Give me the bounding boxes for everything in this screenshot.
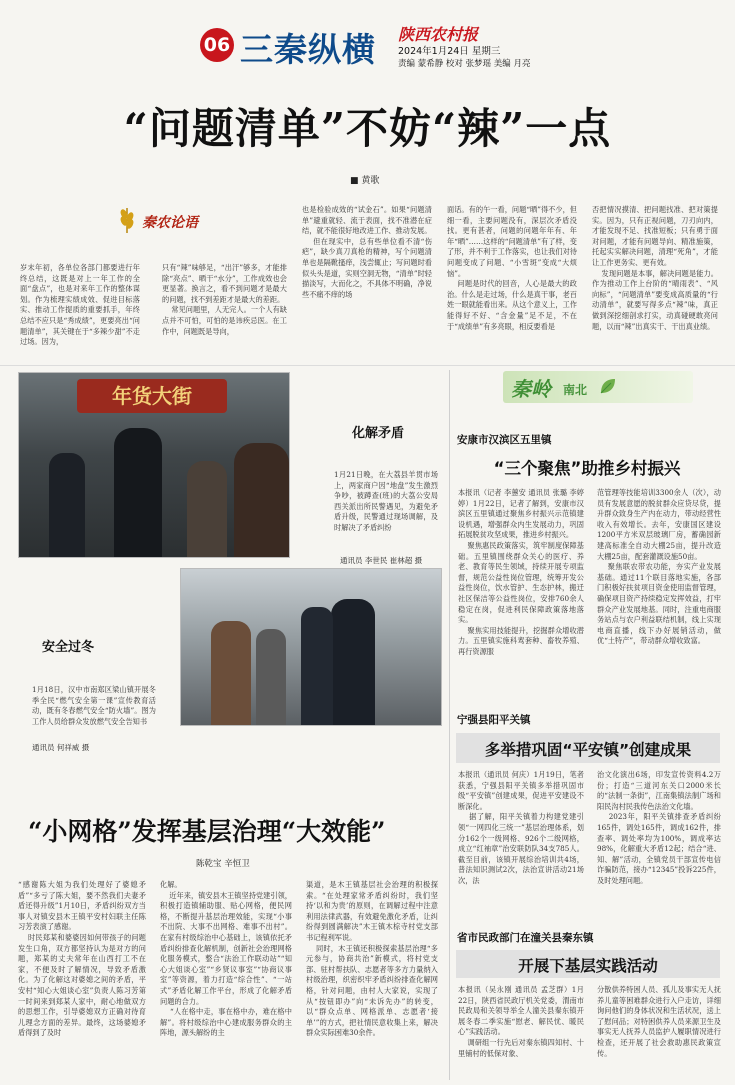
lead-column: 岁末年初，各单位各部门都要进行年终总结，这既是对上一年工作的全面“盘点”，也是对来年工作的整体谋划。作为梳理实绩成效、促进目标落实、推动工作提质的重要抓手，年终总结不应只是“秀成绩”，更要亮出“问题清单”，其关键在于“多辣少甜”不走过场。因为， [20, 263, 140, 347]
lead-column: 否把情况摸清、把问题找准、把对策提实。因为，只有正视问题，刀刃向内，才能发现不足、找准短板；只有勇于面对问题，才能有问题导向、精准施策，托起实实解决问题，清理“死角”，才能让工作更务实、更有效。 发现问题是本事，解决问题是能力。作为推动工作上台阶的“晴雨表”、“风向标”，“问题清单”要变成高质量的“行动清单”，就要写得多点“辣”味，真正做到深挖细剖求打实，动真碰硬敢亮问题，以而“辣”出真实干、干出真业绩。 [592, 205, 718, 331]
article3-kicker: 省市民政部门在潼关县秦东镇 [457, 932, 594, 944]
story2-column: 化解。 近年来，镇安县木王镇坚持党建引领，积极打造镇辅助服、贴心网格，便民网格，不断提升基层治理效能，实现“小事不出院、大事不出网格、难事不出村”。在家有村级综治中心基础上，该镇依托矛盾纠纷排查化解机制，创新社会治理网格化服务模式，整合“法治工作联动站”“知心大姐谈心室”“乡贤议事室”“协商议事室”等资源，着力打造“综合性”、“一站式”矛盾化解工作平台，形成了化解矛盾问题的合力。 “人在格中走，事在格中办，难在格中解”。将村级综治中心建成服务群众的主阵地，源头解纷的主 [160, 880, 292, 1038]
section-title: 三秦纵横 [240, 30, 376, 69]
vendor-figure [187, 461, 227, 558]
photo2-caption-title: 安全过冬 [42, 640, 95, 655]
photo-market-dispute [18, 372, 290, 558]
page-header [0, 0, 735, 69]
wheat-icon [114, 206, 140, 234]
article1-headline: “三个聚焦”助推乡村振兴 [493, 459, 681, 478]
article2-kicker: 宁强县阳平关镇 [457, 714, 531, 726]
article3-column: 本报讯（吴永刚 通讯员 孟芝群）1月22日，陕西省民政厅机关党委，渭南市民政局和关领导举全人潼关县秦东镇开展冬春二季实施“慰老、解民忧、暖民心”实践活动。 调研组一行先后对秦东镇四知村、十里铺村的低保对象、 [458, 985, 584, 1058]
lead-headline: “问题清单”不妨“辣”一点 [123, 104, 612, 153]
divider [449, 370, 450, 1080]
photo1-caption-title: 化解矛盾 [352, 426, 405, 441]
regional-section-badge [503, 371, 693, 403]
photo2-caption: 1月18日，汉中市南郑区梁山镇开展冬季全民“燃气安全第一课”宣传教育活动，既有冬春燃气安全“防火墙”。图为工作人员给群众发放燃气安全告知书 [32, 685, 156, 726]
photo-gas-safety [180, 568, 442, 726]
lead-author: ■ 黄歌 [350, 176, 380, 186]
lead-column: 面话。有的午一看，问题“晒”得不少，但细一看，主要问题没有，深层次矛盾没找。更有甚者，问题的问题年年有、年年“晒”……这样的“问题清单”有了样，变了形，并不利于工作落实，也让我们对待问题变成了问题、“小雪斑”变成“大烦恼”。 问题是时代的回音，人心是最大的政治。什么是走过场，什么是真干事，老百姓一眼就能看出来。从这个意义上，工作能得好不好、“含金量”足不足，不在于“成绩单”有多亮眼，相反要看是 [447, 205, 577, 331]
story2-column: “感谢陈大姐为我们处理好了婆媳矛盾”“多亏了陈大姐，要不然我们夫妻矛盾还得升级”1月10日，矛盾纠纷双方当事人对镇安县木王镇平安村妇联主任陈习芳表演了感谢。 时民郑某和婆婆因如何带孩子的问题发生口角，双方都坚持认为是对方的问题，郑某的丈夫常年在山西打工不在家，不便及时了解情况，导致矛盾激化。为了化解这对婆媳之间的矛盾，平安村“知心大姐谈心室”负责人陈习芳第一时间来到郑某人家中，耐心地做双方的思想工作，引导婆媳双方正确对待育儿理念方面的差异。最终，这场婆媳矛盾得到了及时 [18, 880, 146, 1038]
article1-kicker: 安康市汉滨区五里镇 [457, 434, 552, 446]
story2-author: 陈乾宝 辛恒卫 [196, 859, 250, 869]
divider [0, 365, 735, 366]
police-figure [114, 428, 162, 558]
article2-headline: 多举措巩固“平安镇”创建成果 [484, 741, 692, 759]
column-badge-text: 秦农论语 [142, 215, 198, 231]
photo2-credit: 通讯员 何祥威 摄 [32, 743, 90, 752]
column-badge [114, 206, 224, 240]
police-figure [49, 453, 85, 558]
article1-column: 本报讯（记者 李蕙安 通讯员 张璐 李婷婷）1月22日，记者了解到，安康市汉滨区五里镇通过聚焦乡村振兴示范镇建设机遇，增强群众内生发展动力，巩固拓展脱贫攻坚成果，推进乡村振兴。 聚焦惠民政策落实，筑牢制度保障基础。五里镇围绕群众关心的医疗、养老、教育等民生领域，持续开展专项监督，规范公益性岗位管理，统筹开发公益性岗位，饮水管护、生态护林，搬迁社区保洁等公益性岗位，安排760余人稳定在岗，促进利民保障政策落地落实。 聚焦实用技能提升，挖掘群众增收潜力。五里镇实施科鸾套种、畜牧养殖、再行资源服 [458, 488, 584, 656]
officer-figure [331, 599, 375, 726]
article2-column: 本报讯（通讯员 何庆）1月19日，笔者获悉，宁强县阳平关镇多举措巩固市级“平安镇”创建成果，促进平安建设不断深化。 据了解，阳平关镇着力构建党建引领“一网四化三统一”基层治理体系，划分162个一级网格、926个二级网格，成立“红袖章”治安联防队34支785人。截至目前，该镇开展综治培训共4场，普法知识测试2次，法治宣讲活动21场次，法 [458, 770, 584, 885]
officer-figure [301, 607, 333, 726]
story2-headline: “小网格”发挥基层治理“大效能” [28, 817, 386, 846]
resident-figure [211, 621, 251, 726]
resident-figure [256, 629, 286, 726]
article1-column: 范管理等技能培训3300余人（次），动员有发展意愿的脱贫群众应贷尽贷，提升群众致身生产内在动力，带动经营性收入有效增长。去年，安康国区建设1200平方米双层玻璃厂房，蓄确园新建高标准全自动大棚25亩，提升改造大棚25亩，配套灌溉设施50亩。 聚焦联农带农功能，夯实产业发展基础。通过11个联目落地实施，各部门积极好扶贫项目资金使用监督管理，确保项目资产持续稳定发挥效益，打牢群众产业发展地基。同时，注重电商服务站点与农户利益联结机制，线上实现电商直播，线下办好展销活动，做优“土特产”，带动群众增收致富。 [597, 488, 721, 646]
photo1-credit: 通讯员 李世民 崔林超 摄 [340, 556, 423, 565]
regional-badge-main: 秦岭 [511, 377, 551, 401]
article2-column: 治文化演出6场，印发宣传资料4.2万份；打造“三道河东关口2000米长的“法制一条街”，江南集镇法制广场和阳民沟村民我传色法治文化墙。 2023年，阳平关镇排查矛盾纠纷165件，调处165件，调成162件，排查率、调处率均为100%，调成率达98%，化解重大矛盾12起；结合“进、知、解”活动，全镇党员干部宣传电信诈骗防范，接办“12345”投诉225件，及时处理问题。 [597, 770, 721, 885]
editor-credits: 责编 蒙希静 校对 张梦瑶 美编 月亮 [398, 59, 531, 69]
vendor-figure [234, 443, 289, 558]
paper-name-logo: 陕西农村报 [398, 25, 479, 44]
story2-column: 渠道，是木王镇基层社会治理的积极探索。“在处理家常矛盾纠纷时，我们坚持‘以和为贵’的原则，在调解过程中注意利用法律武器，有效避免激化矛盾，让纠纷得到圆满解决”木王镇木棕寺村党支部书记程利军说。 同时，木王镇还积极探索基层治理“多元参与，协商共治”新模式，将村党支部、驻村帮扶队、志愿者等多方力量纳入村级治理，织密织牢矛盾纠纷排查化解网格，针对问题，由村人大家说，实现了从“按钮即办”向“未诉先办”的转变，以“群众点单、网格派单、志愿者‘接单’”的方式，把社情民意收集上来，解决群众实际困难30余件。 [306, 880, 438, 1038]
issue-date: 2024年1月24日 星期三 [398, 46, 501, 57]
leaf-icon [599, 377, 617, 395]
article3-headline: 开展下基层实践活动 [518, 957, 658, 975]
lead-column: 只有“辣”味够足，“出汗”够多，才能排除“亮点”、晒干“水分”，工作成效也会更显著。换言之，看不到问题才是最大的问题，找不到差距才是最大的差距。 常见问题里，人无完人。一个人有缺点并不可怕，可怕的是讳疾忌医。在工作中，问题既是导向， [162, 263, 287, 336]
lead-column: 也是检验成效的“试金石”。如果“问题清单”避重就轻、流于表面，找不准潜在症结，就不能很好地改进工作、推动发展。 但在现实中，总有些单位看不清“伤疤”，缺少真刀真枪的精神，写个问题清单也是隔靴搔痒，浅尝辄止；写问题时看似头头是道，实则空洞无物，“清单”时轻描淡写，大而化之，不具体不明确，净说些不痛不痒的场 [302, 205, 432, 299]
market-banner-sign: 年货大街 [77, 379, 227, 413]
regional-badge-sub: 南北 [563, 383, 588, 397]
article3-column: 分散供养特困人员、孤儿及事实无人抚养儿童等困难群众进行入户走访，详细询问他们的身体状况和生活状况，送上了慰问品；对特困供养人员来源卫生及事实无人抚养人员监护人履职情况进行检查，还开展了社会救助惠民政策宣传。 [597, 985, 721, 1058]
page-number-badge: 06 [200, 28, 234, 62]
photo1-caption: 1月21日晚，在大荔县羊贯市场上，两家商户因“地盘”发生激烈争吵，被蹲查(班)的大荔公安局西关派出所民警遇见，为避免矛盾升级，民警通过现场调解，及时解决了矛盾纠纷 [334, 470, 438, 532]
